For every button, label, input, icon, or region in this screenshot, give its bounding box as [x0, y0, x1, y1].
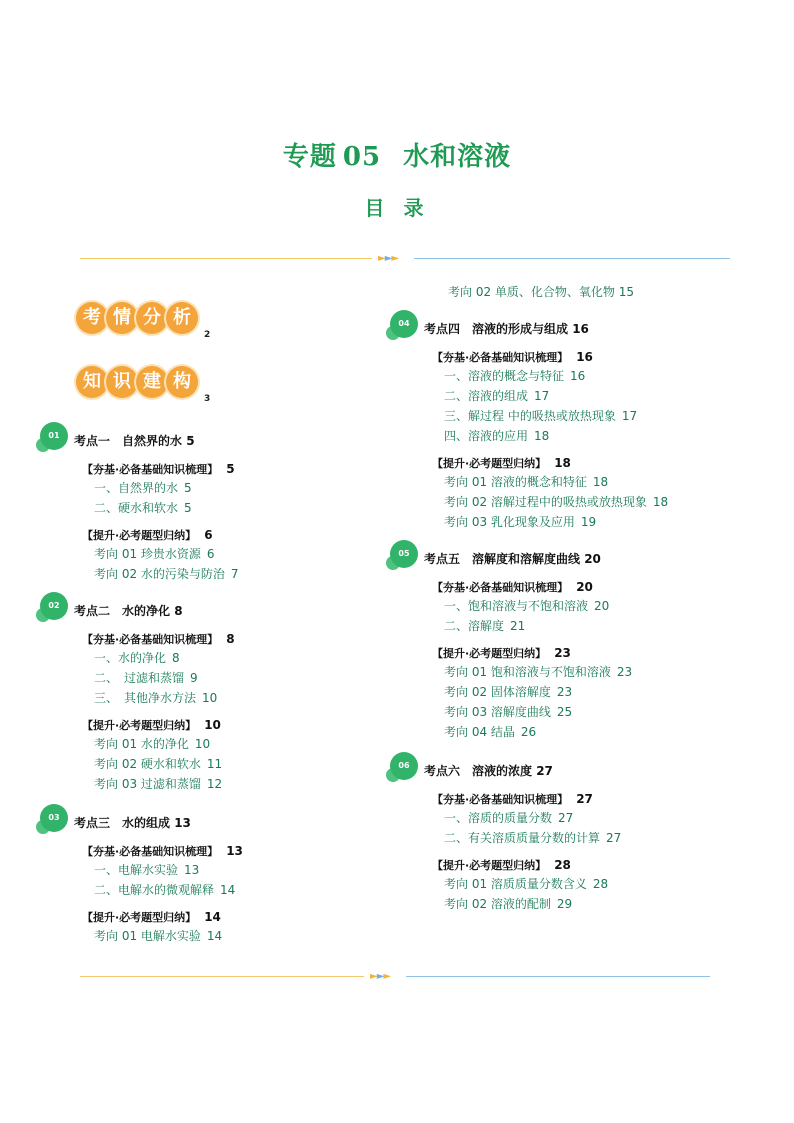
section-head: 【夯基·必备基础知识梳理】 — [432, 351, 569, 364]
number-circle-icon: 04 — [390, 310, 420, 340]
toc-item[interactable]: 考向 02 固体溶解度 23 — [444, 685, 573, 699]
badge-char: 构 — [166, 366, 198, 398]
top-divider — [80, 252, 730, 266]
kp-page: 8 — [174, 604, 183, 618]
toc-item[interactable]: 考向 01 溶质质量分数含义 28 — [444, 877, 609, 891]
kp-title: 考点四 溶液的形成与组成 — [424, 322, 569, 336]
kp-title: 考点二 水的净化 — [74, 604, 171, 618]
badge-char: 析 — [166, 302, 198, 334]
section-head: 【夯基·必备基础知识梳理】 — [82, 845, 219, 858]
toc-item[interactable]: 二、硬水和软水 5 — [94, 501, 192, 515]
bottom-divider — [80, 970, 710, 984]
badge-chars — [76, 366, 196, 398]
toc-item[interactable]: 考向 01 电解水实验 14 — [94, 929, 223, 943]
toc-item[interactable]: 四、溶液的应用 18 — [444, 429, 550, 443]
badge-char: 情 — [106, 302, 138, 334]
toc-kp-03[interactable]: 03 考点三 水的组成 13 【夯基·必备基础知识梳理】 13 一、电解水实验 13 二、电解水的微观解释 14 【提升·必考题型归纳】 14 考向 01 电解水实验 14 — [44, 812, 243, 946]
page-title — [0, 136, 794, 173]
kp-page: 20 — [584, 552, 601, 566]
toc-kp-05[interactable]: 05 考点五 溶解度和溶解度曲线 20 【夯基·必备基础知识梳理】 20 一、饱和溶液与不饱和溶液 20 二、溶解度 21 【提升·必考题型归纳】 23 考向 01 饱和溶液与不饱和溶液 23 考向 02 固体溶解度 23 考向 03 溶解度曲线 25 考向 04 结晶 26 — [394, 548, 632, 742]
toc-item[interactable]: 考向 03 过滤和蒸馏 12 — [94, 777, 223, 791]
toc-item[interactable]: 考向 01 溶液的概念和特征 18 — [444, 475, 609, 489]
toc-item[interactable]: 考向 04 结晶 26 — [444, 725, 537, 739]
kp-title: 考点三 水的组成 — [74, 816, 171, 830]
number-circle-icon: 02 — [40, 592, 70, 622]
divider-arrows-icon: ►►► — [378, 253, 399, 264]
toc-item[interactable]: 一、溶质的质量分数 27 — [444, 811, 574, 825]
toc-heading: 目 录 — [364, 196, 430, 220]
kp-page: 5 — [186, 434, 195, 448]
divider-arrows-icon: ►►► — [370, 971, 391, 982]
kp-title: 考点一 自然界的水 — [74, 434, 183, 448]
toc-kp-01[interactable]: 01 考点一 自然界的水 5 【夯基·必备基础知识梳理】 5 一、自然界的水 5 二、硬水和软水 5 【提升·必考题型归纳】 6 考向 01 珍贵水资源 6 考向 02 水的污染与防治 7 — [44, 430, 239, 584]
toc-item[interactable]: 考向 01 水的净化 10 — [94, 737, 211, 751]
section-head: 【提升·必考题型归纳】 — [432, 457, 547, 470]
toc-item[interactable]: 二、有关溶质质量分数的计算 27 — [444, 831, 622, 845]
toc-item[interactable]: 一、自然界的水 5 — [94, 481, 192, 495]
badge-page: 2 — [204, 330, 211, 340]
section-head: 【夯基·必备基础知识梳理】 — [432, 793, 569, 806]
badge-page: 3 — [204, 394, 211, 404]
toc-item[interactable]: 二、溶解度 21 — [444, 619, 526, 633]
section-head: 【夯基·必备基础知识梳理】 — [82, 633, 219, 646]
badge-char: 识 — [106, 366, 138, 398]
section-head: 【提升·必考题型归纳】 — [82, 529, 197, 542]
section-head: 【提升·必考题型归纳】 — [82, 719, 197, 732]
badge-chars — [76, 302, 196, 334]
badge-char: 知 — [76, 366, 108, 398]
toc-item[interactable]: 考向 01 珍贵水资源 6 — [94, 547, 215, 561]
toc-item[interactable]: 考向 02 单质、化合物、氧化物 15 — [448, 285, 635, 299]
section-head: 【提升·必考题型归纳】 — [432, 647, 547, 660]
number-circle-icon: 05 — [390, 540, 420, 570]
title-number: 05 — [342, 142, 382, 172]
section-head: 【提升·必考题型归纳】 — [432, 859, 547, 872]
kp-page: 27 — [536, 764, 553, 778]
toc-kp-02[interactable]: 02 考点二 水的净化 8 【夯基·必备基础知识梳理】 8 一、水的净化 8 二、 过滤和蒸馏 9 三、 其他净水方法 10 【提升·必考题型归纳】 10 考向 01 水的净化 10 考向 02 硬水和软水 11 考向 03 过滤和蒸馏 12 — [44, 600, 235, 794]
badge-char: 建 — [136, 366, 168, 398]
badge-char: 考 — [76, 302, 108, 334]
title-main: 专题 — [282, 142, 337, 172]
toc-item[interactable]: 考向 02 溶液的配制 29 — [444, 897, 573, 911]
toc-item[interactable]: 二、 过滤和蒸馏 9 — [94, 671, 198, 685]
toc-item[interactable]: 一、电解水实验 13 — [94, 863, 200, 877]
kp-title: 考点五 溶解度和溶解度曲线 — [424, 552, 581, 566]
toc-item[interactable]: 一、溶液的概念与特征 16 — [444, 369, 586, 383]
toc-item[interactable]: 考向 01 饱和溶液与不饱和溶液 23 — [444, 665, 633, 679]
toc-item[interactable]: 二、溶液的组成 17 — [444, 389, 550, 403]
section-head: 【夯基·必备基础知识梳理】 — [432, 581, 569, 594]
badge-knowledge-map[interactable] — [76, 366, 211, 404]
toc-item[interactable]: 考向 02 溶解过程中的吸热或放热现象 18 — [444, 495, 669, 509]
section-head: 【夯基·必备基础知识梳理】 — [82, 463, 219, 476]
toc-kp-04[interactable]: 04 考点四 溶液的形成与组成 16 【夯基·必备基础知识梳理】 16 一、溶液的概念与特征 16 二、溶液的组成 17 三、解过程 中的吸热或放热现象 17 四、溶液的应用 18 【提升·必考题型归纳】 18 考向 01 溶液的概念和特征 18 考向 02 溶解过程中的吸热或放热现象 18 考向 03 乳化现象及应用 19 — [394, 318, 668, 532]
section-head: 【提升·必考题型归纳】 — [82, 911, 197, 924]
toc-item[interactable]: 考向 03 乳化现象及应用 19 — [444, 515, 597, 529]
toc-item[interactable]: 三、 其他净水方法 10 — [94, 691, 218, 705]
kp-title: 考点六 溶液的浓度 — [424, 764, 533, 778]
toc-item[interactable]: 考向 02 硬水和软水 11 — [94, 757, 223, 771]
toc-item[interactable]: 考向 02 水的污染与防治 7 — [94, 567, 239, 581]
badge-char: 分 — [136, 302, 168, 334]
number-circle-icon: 06 — [390, 752, 420, 782]
toc-item[interactable]: 二、电解水的微观解释 14 — [94, 883, 236, 897]
toc-kp-06[interactable]: 06 考点六 溶液的浓度 27 【夯基·必备基础知识梳理】 27 一、溶质的质量分数 27 二、有关溶质质量分数的计算 27 【提升·必考题型归纳】 28 考向 01 溶质质量分数含义 28 考向 02 溶液的配制 29 — [394, 760, 621, 914]
toc-item[interactable]: 一、饱和溶液与不饱和溶液 20 — [444, 599, 610, 613]
kp-page: 13 — [174, 816, 191, 830]
badge-exam-analysis[interactable] — [76, 302, 211, 340]
number-circle-icon: 03 — [40, 804, 70, 834]
toc-item[interactable]: 一、水的净化 8 — [94, 651, 180, 665]
toc-item[interactable]: 考向 03 溶解度曲线 25 — [444, 705, 573, 719]
title-topic: 水和溶液 — [403, 142, 512, 172]
kp-page: 16 — [572, 322, 589, 336]
toc-item[interactable]: 三、解过程 中的吸热或放热现象 17 — [444, 409, 638, 423]
number-circle-icon: 01 — [40, 422, 70, 452]
